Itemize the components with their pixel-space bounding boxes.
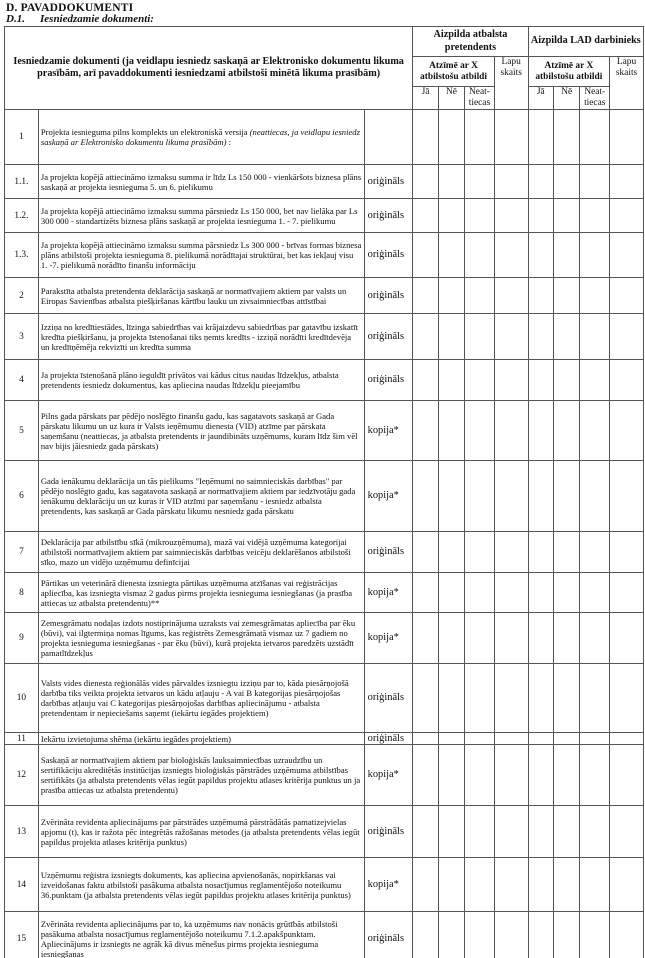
yes-cell[interactable] (413, 314, 438, 360)
no-cell[interactable] (438, 278, 464, 314)
no-cell[interactable] (438, 461, 464, 532)
lad-pages-cell[interactable] (610, 461, 644, 532)
yes-cell[interactable] (413, 165, 438, 199)
lad-pages-cell[interactable] (610, 733, 644, 745)
document-description (38, 573, 364, 613)
document-text: Valsts vides dienesta reģionālās vides pārvaldes izsniegtu izziņu par to, kāda piesārņojošā darbība tiks veikta projekta ietvaros un kādu atļauju - A vai B kategorijas piesārņojošas darbības atļauju vai C kategorijas piesārņojošas darbības apliecinājumu - atbalsta pretendentam ir nepieciešams saņemt (iekārtu iegādes projektiem) (40, 678, 349, 718)
lad-no-cell[interactable] (554, 278, 580, 314)
lad-no-cell[interactable] (554, 401, 580, 461)
pages-cell[interactable] (494, 532, 528, 573)
document-text: Deklarācija par atbilstību sīkā (mikrouzņēmuma), mazā vai vidējā uzņēmuma kategorijai atbilstoši normatīvajiem aktiem par saimnieciskās darbības veicēju deklarēšanos atbilstoši sīko, mazo un vidējo uzņēmumu definīcijai (40, 537, 351, 567)
document-type: oriģināls (364, 912, 413, 958)
header-group-applicant: Aizpilda atbalsta pretendents (413, 27, 528, 57)
header-pages-lad: Lapu skaits (610, 57, 644, 110)
document-description (38, 806, 364, 858)
table-row (5, 733, 644, 745)
subsection-label: Iesniedzamie dokumenti: (40, 13, 154, 25)
lad-na-cell[interactable] (580, 745, 610, 806)
lad-no-cell[interactable] (554, 165, 580, 199)
table-row (5, 110, 644, 165)
header-mark-x: Atzīmē ar X atbilstošu atbildi (413, 57, 494, 87)
lad-pages-cell[interactable] (610, 912, 644, 958)
row-number: 5 (5, 401, 39, 461)
no-cell[interactable] (438, 360, 464, 401)
table-row (5, 573, 644, 613)
lad-pages-cell[interactable] (610, 360, 644, 401)
document-text: Saskaņā ar normatīvajiem aktiem par bioloģiskās lauksaimniecības uzraudzību un sertifikāciju akreditētās institūcijas izsniegts bioloģiskās pārstrādes uzņēmuma atbilstības sertifikāts (ja atbalsta pretendents vēlas iegūt papildus projektu atlases kritērija punktus un ja prasība attiecas uz atbalsta pretendentu) (40, 755, 361, 795)
header-no: Nē (438, 87, 464, 110)
document-type: oriģināls (364, 806, 413, 858)
row-number: 1.2. (5, 199, 39, 233)
pages-cell[interactable] (494, 664, 528, 733)
table-row (5, 461, 644, 532)
lad-no-cell[interactable] (554, 360, 580, 401)
row-number: 9 (5, 613, 39, 664)
lad-no-cell[interactable] (554, 745, 580, 806)
lad-pages-cell[interactable] (610, 278, 644, 314)
na-cell[interactable] (465, 360, 495, 401)
document-description (38, 110, 364, 165)
lad-pages-cell[interactable] (610, 664, 644, 733)
lad-pages-cell[interactable] (610, 110, 644, 165)
document-type: kopija* (364, 858, 413, 912)
lad-pages-cell[interactable] (610, 613, 644, 664)
na-cell[interactable] (465, 573, 495, 613)
na-cell[interactable] (465, 199, 495, 233)
document-type: oriģināls (364, 165, 413, 199)
pages-cell[interactable] (494, 401, 528, 461)
pages-cell[interactable] (494, 110, 528, 165)
lad-no-cell[interactable] (554, 233, 580, 278)
document-description (38, 912, 364, 958)
document-description (38, 165, 364, 199)
na-cell[interactable] (465, 314, 495, 360)
document-type: kopija* (364, 461, 413, 532)
lad-yes-cell[interactable] (528, 532, 553, 573)
lad-yes-cell[interactable] (528, 461, 553, 532)
table-row (5, 664, 644, 733)
lad-na-cell[interactable] (580, 664, 610, 733)
pages-cell[interactable] (494, 806, 528, 858)
lad-yes-cell[interactable] (528, 165, 553, 199)
lad-pages-cell[interactable] (610, 573, 644, 613)
document-description (38, 613, 364, 664)
lad-no-cell[interactable] (554, 613, 580, 664)
lad-yes-cell[interactable] (528, 745, 553, 806)
lad-yes-cell[interactable] (528, 401, 553, 461)
yes-cell[interactable] (413, 199, 438, 233)
document-type: kopija* (364, 573, 413, 613)
table-row (5, 912, 644, 958)
document-type: oriģināls (364, 278, 413, 314)
document-text: Iekārtu izvietojuma shēma (iekārtu iegādes projektiem) (40, 733, 232, 744)
row-number: 1.3. (5, 233, 39, 278)
lad-na-cell[interactable] (580, 733, 610, 745)
na-cell[interactable] (465, 401, 495, 461)
pages-cell[interactable] (494, 733, 528, 745)
document-description (38, 199, 364, 233)
document-description (38, 664, 364, 733)
subsection-title (6, 13, 154, 25)
na-cell[interactable] (465, 278, 495, 314)
lad-no-cell[interactable] (554, 733, 580, 745)
document-type: oriģināls (364, 199, 413, 233)
document-type: oriģināls (364, 314, 413, 360)
header-pages: Lapu skaits (494, 57, 528, 110)
yes-cell[interactable] (413, 110, 438, 165)
document-type: kopija* (364, 401, 413, 461)
lad-na-cell[interactable] (580, 314, 610, 360)
document-type: oriģināls (364, 532, 413, 573)
lad-pages-cell[interactable] (610, 858, 644, 912)
no-cell[interactable] (438, 573, 464, 613)
lad-na-cell[interactable] (580, 233, 610, 278)
na-cell[interactable] (465, 110, 495, 165)
yes-cell[interactable] (413, 233, 438, 278)
document-text: Ja projekta īstenošanā plāno ieguldīt privātos vai kādus citus naudas līdzekļus, atbalsta pretendents iesniedz dokumentus, kas apliecina naudas līdzekļu pieejamību (40, 370, 339, 390)
row-number: 6 (5, 461, 39, 532)
document-type: oriģināls (364, 664, 413, 733)
na-cell[interactable] (465, 613, 495, 664)
yes-cell[interactable] (413, 613, 438, 664)
na-cell[interactable] (465, 233, 495, 278)
lad-na-cell[interactable] (580, 199, 610, 233)
document-text: Ja projekta kopējā attiecināmo izmaksu summa pārsniedz Ls 300 000 - brīvas formas biznesa plāns atbilstoši projekta iesnieguma 8. pielikumā norādītajai struktūrai, bet kas iekļauj visu 1. -7. pielikumā norādīto finanšu informāciju (40, 240, 362, 270)
pages-cell[interactable] (494, 233, 528, 278)
document-text: Parakstīta atbalsta pretendenta deklarācija saskaņā ar normatīvajiem aktiem par valsts un Eiropas Savienības atbalsta piešķiršanas kārtību lauku un zivsaimniecības attīstībai (40, 285, 347, 306)
lad-pages-cell[interactable] (610, 532, 644, 573)
yes-cell[interactable] (413, 573, 438, 613)
document-text: Zvērināta revidenta apliecinājums par to, ka uzņēmums nav nonācis grūtībās atbilstoši pasākuma atbalsta nosacījumus reglamentējošo noteikumu 7.1.2.apakšpunktam. Apliecinājums ir izsniegts ne agrāk kā divus mēnešus pirms projekta iesnieguma iesniegšanas (40, 918, 338, 958)
documents-table (4, 26, 644, 958)
document-description (38, 233, 364, 278)
header-mark-x-lad: Atzīmē ar X atbilstošu atbildi (528, 57, 609, 87)
document-note: (neattiecas, ja veidlapu iesniedz saskaņā ar Elektronisko dokumentu likuma prasībām) (40, 127, 360, 147)
lad-na-cell[interactable] (580, 401, 610, 461)
table-row (5, 199, 644, 233)
lad-no-cell[interactable] (554, 461, 580, 532)
table-row (5, 401, 644, 461)
lad-pages-cell[interactable] (610, 745, 644, 806)
na-cell[interactable] (465, 461, 495, 532)
lad-na-cell[interactable] (580, 573, 610, 613)
yes-cell[interactable] (413, 858, 438, 912)
document-type: oriģināls (364, 360, 413, 401)
row-number: 7 (5, 532, 39, 573)
document-type (364, 110, 413, 165)
table-row (5, 745, 644, 806)
yes-cell[interactable] (413, 745, 438, 806)
pages-cell[interactable] (494, 278, 528, 314)
lad-no-cell[interactable] (554, 573, 580, 613)
lad-pages-cell[interactable] (610, 199, 644, 233)
lad-yes-cell[interactable] (528, 233, 553, 278)
document-text: Gada ienākumu deklarācija un tās pielikums "Ieņēmumi no saimnieciskās darbības" par pēdējo noslēgto gadu, kas sagatavota saskaņā ar normatīvajiem aktiem par iedzīvotāju gada ienākumu deklarāciju un uz kuras ir VID atzīmi par saņemšanu - iesniedz atbalsta pretendents, kas saskaņā ar Gada pārskatu likumu nesniedz gada pārskatu (40, 476, 356, 516)
document-text: Zemesgrāmatu nodaļas izdots nostiprinājuma uzraksts vai zemesgrāmatas apliecība par ēku (būvi), vai ilgtermiņa nomas līgums, kas reģistrēts Zemesgrāmatā vismaz uz 7 gadiem no projekta iesnieguma iesniegšanas - par ēku (būvi), kurā projekta ietvaros paredzēts uzstādīt pamatlīdzekļus (40, 618, 356, 658)
document-text: Zvērināta revidenta apliecinājums par pārstrādes uzņēmumā pārstrādātās pamatizejvielas apjomu (t), kas ir ražota pēc integrētās ražošanas metodes (ja atbalsta pretendents vēlas iegūt papildus projekta atlases kritērija punktus) (40, 816, 360, 847)
table-row (5, 360, 644, 401)
lad-yes-cell[interactable] (528, 664, 553, 733)
document-text: Projekta iesnieguma pilns komplekts un elektroniskā versija (40, 127, 250, 137)
header-na: Neat-tiecas (465, 87, 495, 110)
lad-na-cell[interactable] (580, 461, 610, 532)
header-yes-lad: Jā (528, 87, 553, 110)
lad-na-cell[interactable] (580, 532, 610, 573)
no-cell[interactable] (438, 613, 464, 664)
subsection-number: D.1. (6, 13, 25, 25)
pages-cell[interactable] (494, 461, 528, 532)
na-cell[interactable] (465, 745, 495, 806)
na-cell[interactable] (465, 912, 495, 958)
row-number: 11 (5, 733, 39, 745)
lad-yes-cell[interactable] (528, 912, 553, 958)
na-cell[interactable] (465, 664, 495, 733)
table-row (5, 314, 644, 360)
row-number: 15 (5, 912, 39, 958)
header-main: Iesniedzamie dokumenti (ja veidlapu iesniedz saskaņā ar Elektronisko dokumentu likuma prasībām, arī pavaddokumenti iesniedzami atbilstoši minētā likuma prasībām) (5, 27, 413, 110)
document-description (38, 745, 364, 806)
no-cell[interactable] (438, 806, 464, 858)
lad-yes-cell[interactable] (528, 573, 553, 613)
document-tail: : (226, 137, 232, 147)
section-title: D. PAVADDOKUMENTI (6, 2, 134, 14)
lad-na-cell[interactable] (580, 858, 610, 912)
row-number: 1 (5, 110, 39, 165)
lad-pages-cell[interactable] (610, 806, 644, 858)
row-number: 13 (5, 806, 39, 858)
pages-cell[interactable] (494, 199, 528, 233)
table-row (5, 806, 644, 858)
row-number: 10 (5, 664, 39, 733)
lad-no-cell[interactable] (554, 664, 580, 733)
lad-no-cell[interactable] (554, 912, 580, 958)
lad-yes-cell[interactable] (528, 360, 553, 401)
document-description (38, 314, 364, 360)
document-type: kopija* (364, 745, 413, 806)
lad-pages-cell[interactable] (610, 314, 644, 360)
lad-yes-cell[interactable] (528, 314, 553, 360)
lad-na-cell[interactable] (580, 165, 610, 199)
yes-cell[interactable] (413, 461, 438, 532)
no-cell[interactable] (438, 314, 464, 360)
row-number: 3 (5, 314, 39, 360)
yes-cell[interactable] (413, 733, 438, 745)
pages-cell[interactable] (494, 314, 528, 360)
row-number: 4 (5, 360, 39, 401)
pages-cell[interactable] (494, 165, 528, 199)
no-cell[interactable] (438, 401, 464, 461)
lad-na-cell[interactable] (580, 806, 610, 858)
table-row (5, 233, 644, 278)
table-row (5, 165, 644, 199)
row-number: 14 (5, 858, 39, 912)
no-cell[interactable] (438, 858, 464, 912)
document-description (38, 278, 364, 314)
yes-cell[interactable] (413, 806, 438, 858)
yes-cell[interactable] (413, 912, 438, 958)
header-group-lad: Aizpilda LAD darbinieks (528, 27, 643, 57)
document-description (38, 401, 364, 461)
table-row (5, 532, 644, 573)
pages-cell[interactable] (494, 912, 528, 958)
lad-yes-cell[interactable] (528, 806, 553, 858)
row-number: 8 (5, 573, 39, 613)
lad-na-cell[interactable] (580, 360, 610, 401)
lad-no-cell[interactable] (554, 199, 580, 233)
lad-yes-cell[interactable] (528, 199, 553, 233)
lad-na-cell[interactable] (580, 912, 610, 958)
no-cell[interactable] (438, 912, 464, 958)
pages-cell[interactable] (494, 745, 528, 806)
lad-yes-cell[interactable] (528, 733, 553, 745)
lad-no-cell[interactable] (554, 110, 580, 165)
document-description (38, 532, 364, 573)
document-description (38, 461, 364, 532)
lad-no-cell[interactable] (554, 858, 580, 912)
no-cell[interactable] (438, 199, 464, 233)
row-number: 1.1. (5, 165, 39, 199)
document-description (38, 360, 364, 401)
document-type: oriģināls (364, 733, 413, 745)
row-number: 2 (5, 278, 39, 314)
pages-cell[interactable] (494, 573, 528, 613)
na-cell[interactable] (465, 733, 495, 745)
lad-yes-cell[interactable] (528, 858, 553, 912)
document-text: Pilns gada pārskats par pēdējo noslēgto finanšu gadu, kas sagatavots saskaņā ar Gada pārskatu likumu un uz kura ir Valsts ieņēmumu dienesta (VID) atzīme par pārskata saņemšanu (neattiecas, ja atbalsta pretendents ir jaundibināts uzņēmums, kuram līdz šim vēl nav bijis jāiesniedz gada pārskats) (40, 410, 358, 451)
lad-na-cell[interactable] (580, 613, 610, 664)
document-text: Izziņa no kredītiestādes, līzinga sabiedrības vai krājaizdevu sabiedrības par gatavību izskatīt kredīta piešķiršanu, ja projekta īstenošanai tiks ņemts kredīts - izziņā norādīti kredītdevēja un kredītņēmēja rekvizīti un kredīta summa (40, 321, 358, 352)
na-cell[interactable] (465, 532, 495, 573)
document-text: Uzņēmumu reģistra izsniegts dokuments, kas apliecina apvienošanās, nopirkšanas vai izveidošanas faktu atbilstoši pasākuma atbalsta nosacījumus reglamentējošo noteikumu 36.punktam (ja atbalsta pretendents vēlas iegūt papildus projektu atlases kritērija punktus) (40, 869, 351, 900)
lad-yes-cell[interactable] (528, 613, 553, 664)
header-no-lad: Nē (554, 87, 580, 110)
yes-cell[interactable] (413, 278, 438, 314)
lad-no-cell[interactable] (554, 314, 580, 360)
na-cell[interactable] (465, 806, 495, 858)
lad-no-cell[interactable] (554, 532, 580, 573)
table-row (5, 858, 644, 912)
document-description (38, 858, 364, 912)
document-text: Ja projekta kopējā attiecināmo izmaksu summa ir līdz Ls 150 000 - vienkāršots biznesa plāns saskaņā ar projekta iesnieguma 5. un 6. pielikumu (40, 171, 362, 192)
no-cell[interactable] (438, 165, 464, 199)
lad-yes-cell[interactable] (528, 278, 553, 314)
lad-na-cell[interactable] (580, 278, 610, 314)
document-type: oriģināls (364, 233, 413, 278)
lad-pages-cell[interactable] (610, 165, 644, 199)
document-description (38, 733, 364, 745)
lad-na-cell[interactable] (580, 110, 610, 165)
table-row (5, 613, 644, 664)
yes-cell[interactable] (413, 532, 438, 573)
no-cell[interactable] (438, 745, 464, 806)
pages-cell[interactable] (494, 613, 528, 664)
document-text: Pārtikas un veterinārā dienesta izsniegta pārtikas uzņēmuma atzīšanas vai reģistrācijas apliecība, kas izsniegta vismaz 2 gadus pirms projekta iesnieguma iesniegšanas (ja prasība attiecas uz atbalsta pretendentu)** (40, 577, 353, 608)
lad-yes-cell[interactable] (528, 110, 553, 165)
pages-cell[interactable] (494, 360, 528, 401)
yes-cell[interactable] (413, 360, 438, 401)
pages-cell[interactable] (494, 858, 528, 912)
no-cell[interactable] (438, 733, 464, 745)
lad-no-cell[interactable] (554, 806, 580, 858)
no-cell[interactable] (438, 664, 464, 733)
document-type: kopija* (364, 613, 413, 664)
document-text: Ja projekta kopējā attiecināmo izmaksu summa pārsniedz Ls 150 000, bet nav lielāka par Ls 300 000 - standartizēts biznesa plāns saskaņā ar projekta iesnieguma 1. - 7. pielikumu (40, 205, 358, 226)
yes-cell[interactable] (413, 401, 438, 461)
lad-pages-cell[interactable] (610, 233, 644, 278)
no-cell[interactable] (438, 110, 464, 165)
no-cell[interactable] (438, 532, 464, 573)
header-na-lad: Neat-tiecas (580, 87, 610, 110)
no-cell[interactable] (438, 233, 464, 278)
na-cell[interactable] (465, 858, 495, 912)
na-cell[interactable] (465, 165, 495, 199)
row-number: 12 (5, 745, 39, 806)
table-row (5, 278, 644, 314)
header-yes: Jā (413, 87, 438, 110)
lad-pages-cell[interactable] (610, 401, 644, 461)
yes-cell[interactable] (413, 664, 438, 733)
